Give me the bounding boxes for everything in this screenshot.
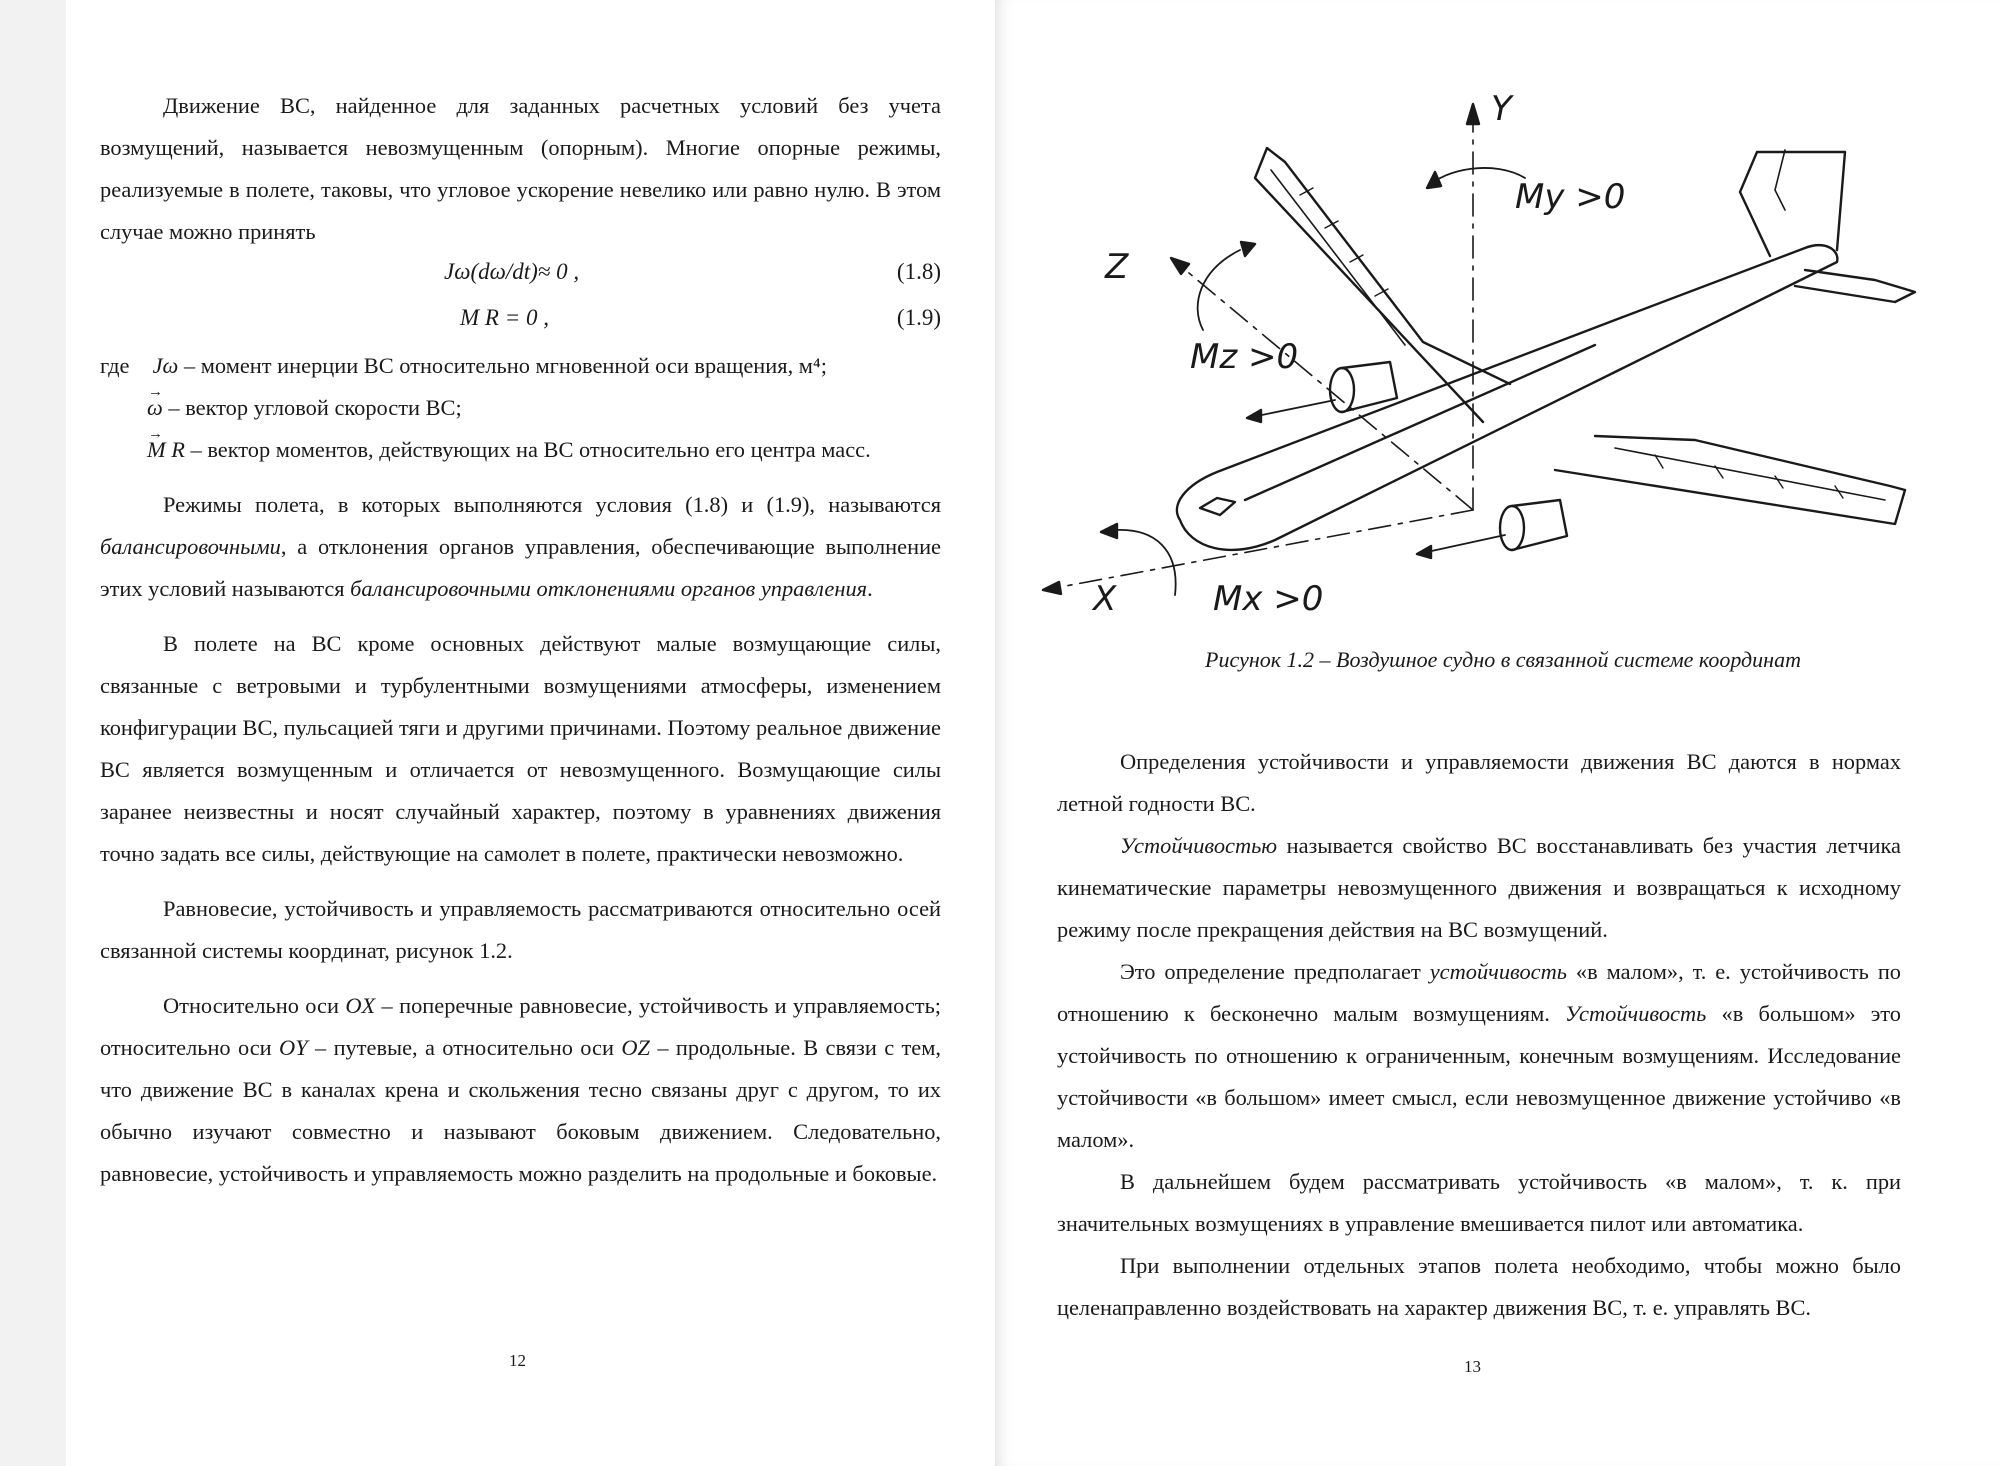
- definition-omega: [100, 387, 941, 429]
- definition-text: – вектор угловой скорости ВС;: [162, 395, 462, 420]
- italic-term: балансировочными отклонениями органов управления: [350, 576, 868, 601]
- label-x: X: [1093, 579, 1117, 619]
- italic-term: OY: [279, 1035, 308, 1060]
- paragraph-definitions: Определения устойчивости и управляемости движения ВС даются в нормах летной годности ВС.: [1057, 749, 1901, 816]
- page-number-left: 12: [509, 1351, 526, 1370]
- text-run: , а отклонения органов управления, обеспечивающие выполнение этих условий называются: [100, 534, 941, 601]
- vertical-tail: [1740, 152, 1845, 256]
- italic-term: OZ: [621, 1035, 650, 1060]
- engine-left: [1330, 362, 1397, 412]
- definition-text: – вектор моментов, действующих на ВС относительно его центра масс.: [184, 437, 871, 462]
- text-run: Относительно оси: [163, 993, 346, 1018]
- equation-1-9: [100, 299, 941, 345]
- definition-symbol: Jω: [152, 353, 179, 378]
- figure-caption: Рисунок 1.2 – Воздушное судно в связанной системе координат: [1205, 647, 1801, 672]
- label-z: Z: [1105, 247, 1129, 287]
- definition-j-omega: [100, 345, 941, 387]
- label-y: Y: [1491, 89, 1512, 129]
- drag-arrow-right: [1427, 535, 1505, 552]
- text-run: .: [867, 576, 873, 601]
- text-run: – поперечные равновесие, устойчивость и управляемость; относительно оси: [100, 993, 942, 1060]
- paragraph-balance-modes: [100, 484, 941, 610]
- paragraph-unperturbed-motion: Движение ВС, найденное для заданных расчетных условий без учета возмущений, называется невозмущенным (опорным). Многие опорные режимы, реализуемые в полете, таковы, что угловое ускорение невелико или равно нулю. В этом случае можно принять: [100, 93, 941, 244]
- left-page: [66, 0, 995, 1466]
- definition-moment: [100, 429, 941, 471]
- italic-term: Устойчивостью: [1120, 833, 1278, 858]
- text-run: «в большом» это устойчивость по отношению к ограниченным, конечным возмущениям. Исследование устойчивости «в большом» имеет смысл, если невозмущенное движение устойчиво «в малом».: [1057, 1001, 1901, 1152]
- label-mx: Mx >0: [1213, 579, 1324, 619]
- equation-1-8-number: (1.8): [896, 259, 941, 284]
- engine-right: [1500, 500, 1567, 550]
- text-run: – путевые, а относительно оси: [307, 1035, 622, 1060]
- paragraph-axes-reference: Равновесие, устойчивость и управляемость рассматриваются относительно осей связанной системы координат, рисунок 1.2.: [100, 896, 941, 963]
- equation-1-8-formula: Jω(dω/dt)≈ 0 ,: [444, 259, 580, 284]
- paragraph-axes-classification: [100, 985, 941, 1195]
- right-wing: [1555, 436, 1905, 524]
- axis-z: [1183, 268, 1473, 510]
- paragraph-flight-stages: При выполнении отдельных этапов полета необходимо, чтобы можно было целенаправленно воздействовать на характер движения ВС, т. е. управлять ВС.: [1057, 1253, 1901, 1320]
- left-wing: [1255, 148, 1510, 422]
- right-page: [995, 0, 2000, 1466]
- label-mz: Mz >0: [1190, 337, 1299, 377]
- paragraph-further: В дальнейшем будем рассматривать устойчивость «в малом», т. к. при значительных возмущениях в управление вмешивается пилот или автоматика.: [1057, 1169, 1901, 1236]
- drag-arrow-left: [1257, 400, 1335, 416]
- italic-term: Устойчивость: [1565, 1001, 1707, 1026]
- aircraft-figure: [995, 0, 2000, 640]
- equation-1-8: [100, 253, 941, 299]
- where-label: где: [100, 353, 130, 378]
- text-run: Это определение предполагает: [1120, 959, 1430, 984]
- definition-text: – момент инерции ВС относительно мгновенной оси вращения, м⁴;: [178, 353, 827, 378]
- equation-1-9-number: (1.9): [896, 305, 941, 330]
- text-run: называется свойство ВС восстанавливать без участия летчика кинематические параметры невозмущенного движения и возвращаться к исходному режиму после прекращения действия на ВС возмущений.: [1057, 833, 1901, 942]
- right-text-column: [1057, 741, 1901, 1329]
- label-my: My >0: [1515, 177, 1626, 217]
- moment-x-arc: [1115, 530, 1176, 595]
- axis-x: [1055, 510, 1473, 588]
- moment-z-arc: [1198, 250, 1240, 330]
- italic-term: балансировочными: [100, 534, 281, 559]
- left-text-column: [100, 85, 941, 1195]
- text-run: – продольные. В связи с тем, что движение ВС в каналах крена и скольжения тесно связаны друг с другом, то их обычно изучают совместно и называют боковым движением. Следовательно, равновесие, устойчивость и управляемость можно разделить на продольные и боковые.: [100, 1035, 941, 1186]
- definition-symbol: → M R: [147, 429, 185, 471]
- fuselage-outline: [1177, 245, 1837, 550]
- text-run: «в малом», т. е. устойчивость по отношению к бесконечно малым возмущениям.: [1057, 959, 1901, 1026]
- page-number-right: 13: [1464, 1357, 1481, 1376]
- paragraph-disturbing-forces: В полете на ВС кроме основных действуют малые возмущающие силы, связанные с ветровыми и турбулентными возмущениями атмосферы, изменением конфигурации ВС, пульсацией тяги и другими причинами. Поэтому реальное движение ВС является возмущенным и отличается от невозмущенного. Возмущающие силы заранее неизвестны и носят случайный характер, поэтому в уравнениях движения точно задать все силы, действующие на самолет в полете, практически невозможно.: [100, 631, 941, 866]
- italic-term: OX: [345, 993, 376, 1018]
- paragraph-stability: [1057, 825, 1901, 951]
- definition-symbol: → ω: [147, 387, 163, 429]
- italic-term: устойчивость: [1429, 959, 1567, 984]
- text-run: Режимы полета, в которых выполняются условия (1.8) и (1.9), называются: [163, 492, 941, 517]
- equation-1-9-formula: M R = 0 ,: [460, 305, 549, 330]
- paragraph-small-large: [1057, 951, 1901, 1161]
